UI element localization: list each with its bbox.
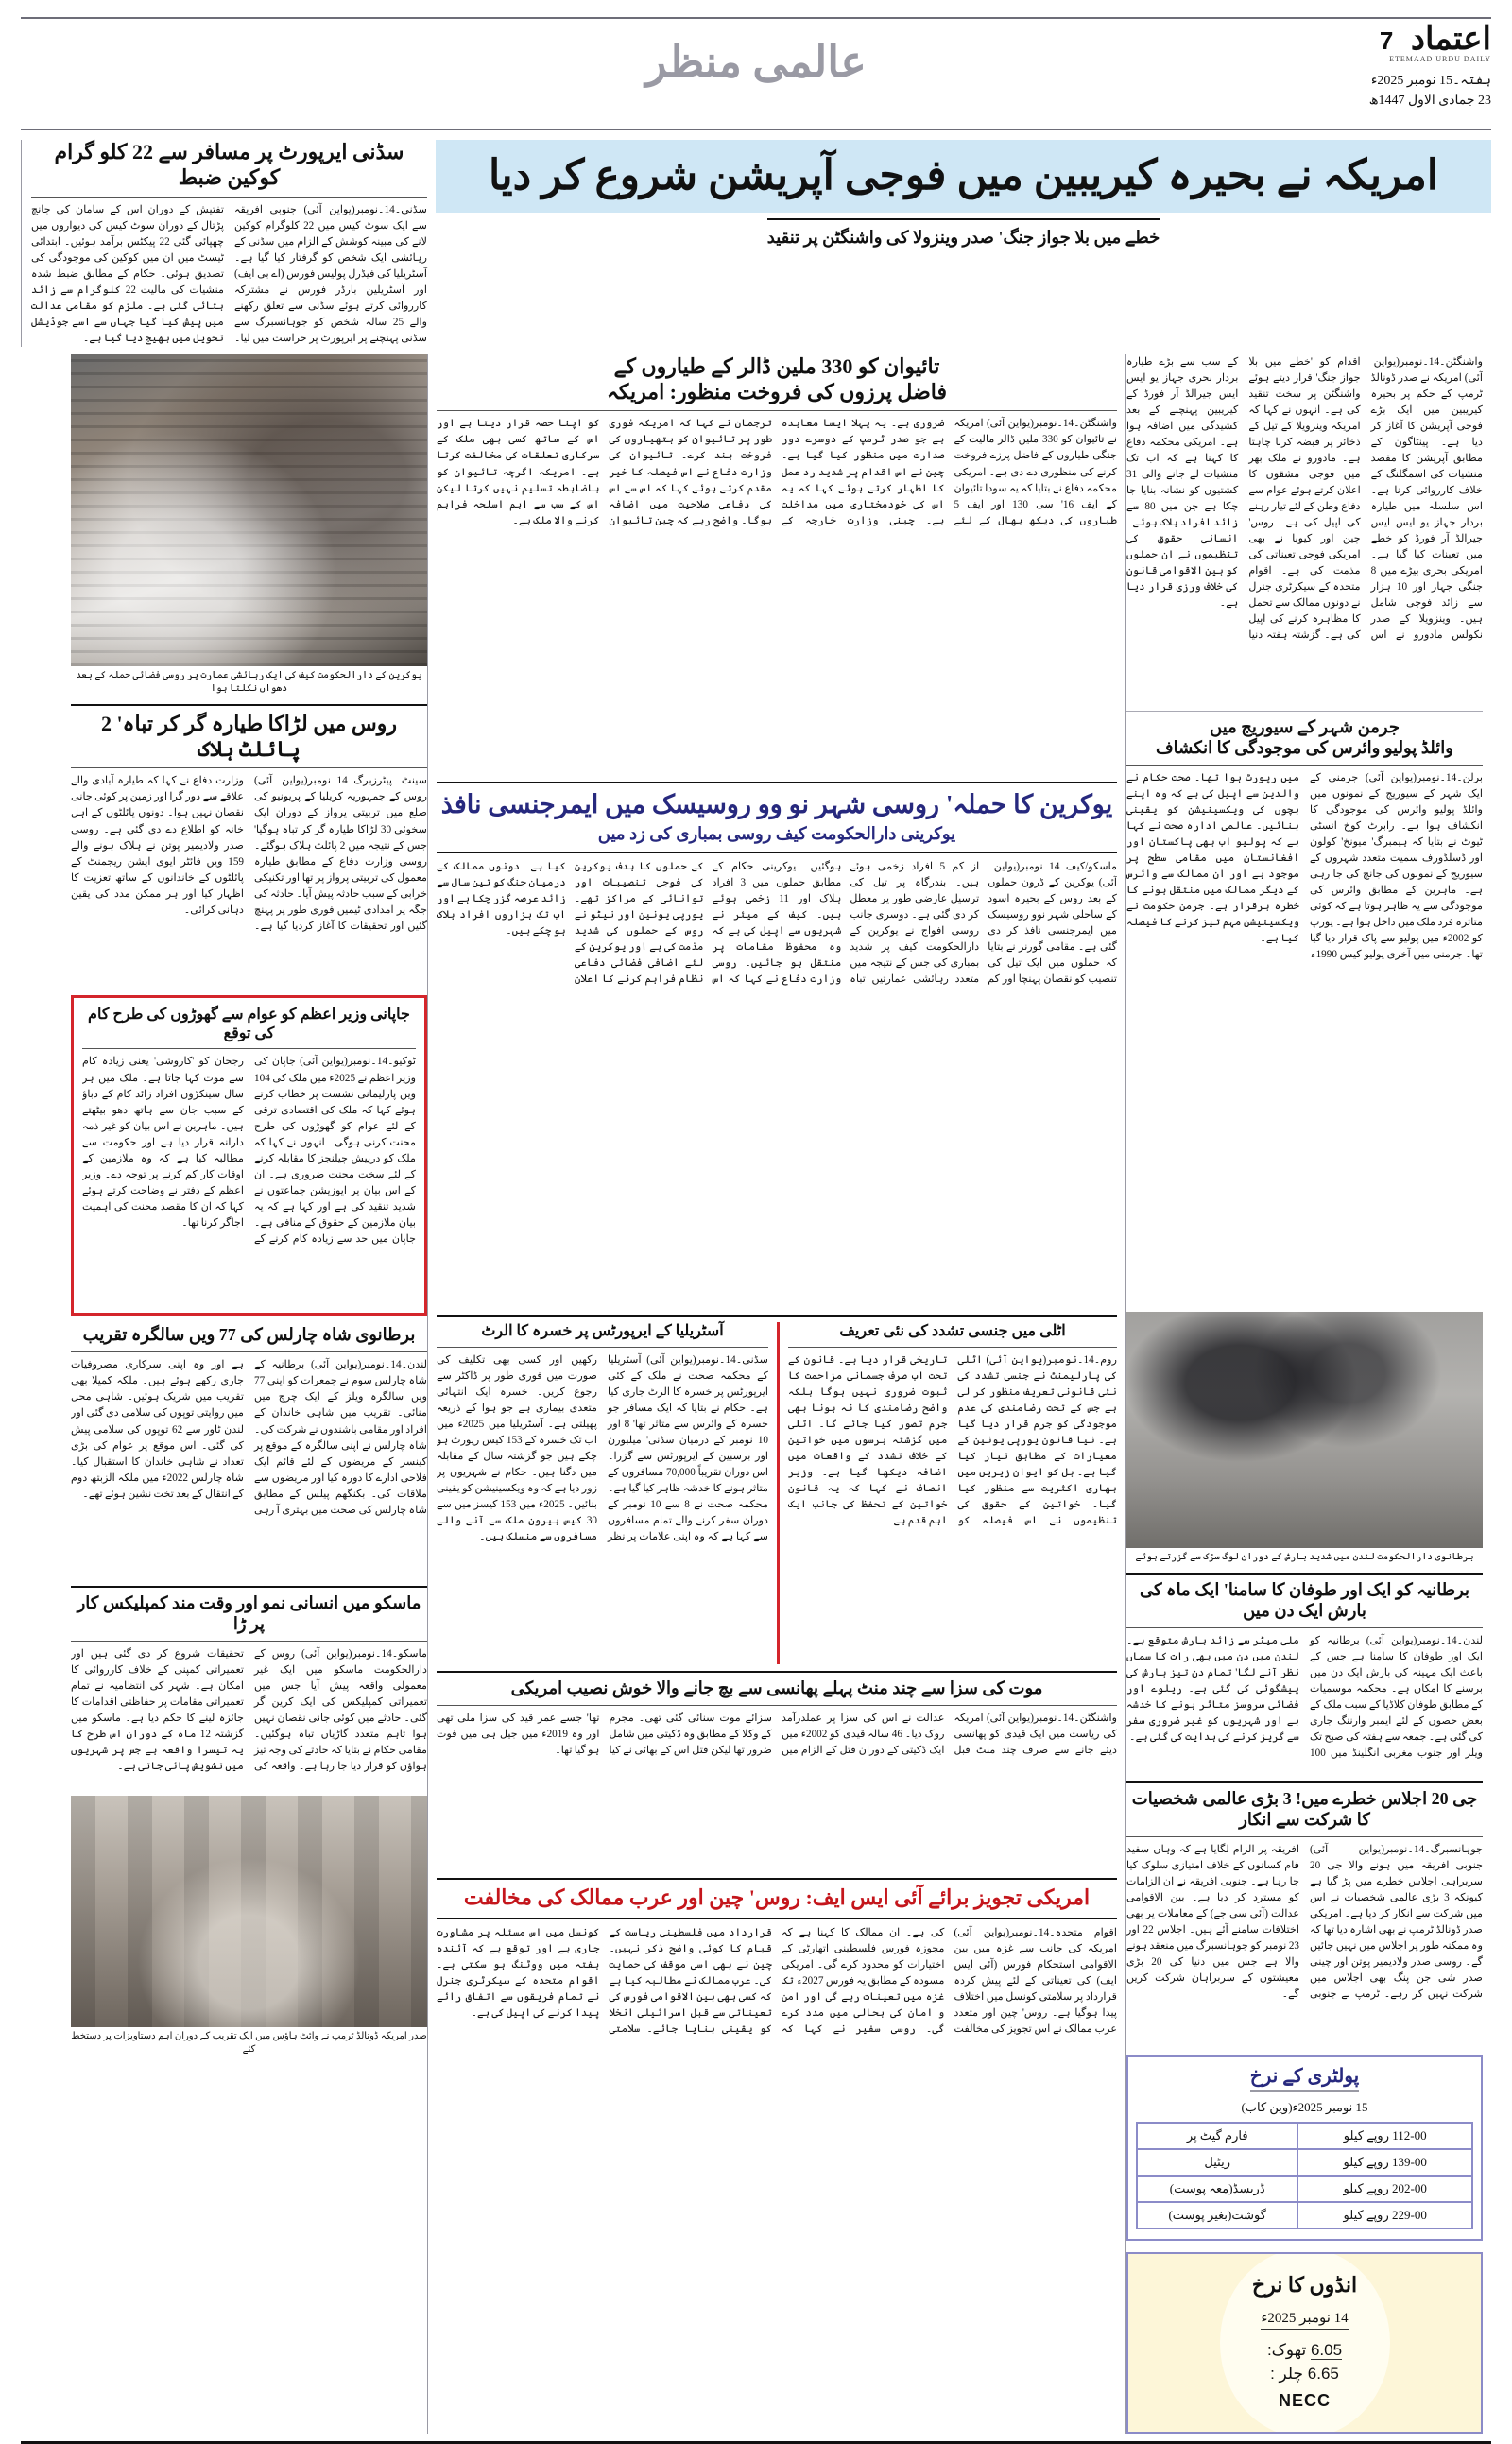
poultry-rates-table <box>1136 2122 1473 2229</box>
poultry-rates-card <box>1126 2055 1483 2241</box>
divider <box>71 767 427 768</box>
section-title: عالمی منظر <box>645 38 867 86</box>
divider <box>71 704 427 706</box>
divider <box>437 1347 768 1348</box>
lead-story-body: واشنگٹن۔14۔نومبر(یواین آئی) امریکہ نے صدر ڈونالڈ ٹرمپ کے حکم پر بحیرہ کیریبین میں ایک بڑے فوجی آپریشن کا آغاز کر دیا ہے۔ پینٹاگون کے مطابق آپریشن کا مقصد منشیات کی اسمگلنگ کے خلاف کارروائی کرنا ہے۔ اس سلسلہ میں طیارہ بردار جہاز یو ایس ایس جیرالڈ آر فورڈ کو خطے میں تعینات کیا گیا ہے۔ امریکی بحری بیڑے میں 8 جنگی جہاز اور 10 ہزار سے زائد فوجی شامل ہیں۔ وینزویلا کے صدر نکولس مادورو نے اس اقدام کو 'خطے میں بلا جواز جنگ' قرار دیتے ہوئے واشنگٹن پر سخت تنقید کی ہے۔ انہوں نے کہا کہ امریکہ وینزویلا کے تیل کے ذخائر پر قبضہ کرنا چاہتا ہے۔ مادورو نے ملک بھر میں فوجی مشقوں کا اعلان کرتے ہوئے عوام سے دفاع وطن کے لئے تیار رہنے کی اپیل کی ہے۔ روس' چین اور کیوبا نے بھی امریکی فوجی تعیناتی کی مذمت کی ہے۔ اقوام متحدہ کے سیکرٹری جنرل نے دونوں ممالک سے تحمل کا مظاہرہ کرنے کی اپیل کی ہے۔ گزشتہ ہفتہ دنیا کے سب سے بڑے طیارہ بردار بحری جہاز یو ایس ایس جیرالڈ آر فورڈ کے کیریبین پہنچنے کے بعد کشیدگی میں اضافہ ہوا ہے۔ امریکی محکمہ دفاع کا کہنا ہے کہ اب تک منشیات لے جانے والی 31 کشتیوں کو نشانہ بنایا جا چکا ہے جن میں 80 سے زائد افراد ہلاک ہوئے۔ انسانی حقوق کی تنظیموں نے ان حملوں کو بین الاقوامی قانون کی خلاف ورزی قرار دیا ہے۔ <box>1126 355 1483 642</box>
italy-body: روم۔14۔نومبر(یواین آئی) اٹلی کی پارلیمنٹ نے جنسی تشدد کی نئی قانونی تعریف منظور کر لی ہے جس کے تحت رضامندی کی عدم موجودگی کو جرم قرار دیا گیا ہے۔ نیا قانون یورپی یونین کے معیارات کے مطابق تیار کیا گیا ہے۔ بل کو ایوان زیریں میں بھاری اکثریت سے منظور کیا گیا۔ خواتین کے حقوق کی تنظیموں نے اس فیصلہ کو تاریخی قرار دیا ہے۔ قانون کے تحت اب صرف جسمانی مزاحمت کا ثبوت ضروری نہیں ہوگا بلکہ واضح رضامندی کا نہ ہونا بھی جرم تصور کیا جائے گا۔ اٹلی میں گزشتہ برسوں میں خواتین کے خلاف تشدد کے واقعات میں اضافہ دیکھا گیا ہے۔ وزیر انصاف نے کہا کہ یہ قانون خواتین کے تحفظ کی جانب ایک اہم قدم ہے۔ <box>788 1353 1117 1527</box>
egg-wholesale-value: 6.05 <box>1310 2340 1343 2359</box>
polio-headline-2: وائلڈ پولیو وائرس کی موجودگی کا انکشاف <box>1156 737 1453 757</box>
poultry-rates-date: 15 نومبر 2025ء(وین کاب) <box>1241 2099 1368 2114</box>
photo-trump-signing-caption: صدر امریکہ ڈونالڈ ٹرمپ نے وائٹ ہاؤس میں ایک تقریب کے دوران اہم دستاویزات پر دستخط کئے <box>71 2031 427 2056</box>
photo-london-rain <box>1126 1312 1483 1548</box>
uk-storm-headline: برطانیہ کو ایک اور طوفان کا سامنا' ایک ماہ کی بارش ایک دن میں <box>1139 1579 1470 1620</box>
divider <box>71 1351 427 1352</box>
divider <box>82 1048 416 1049</box>
masthead-identity <box>1369 23 1491 111</box>
polio-story-body: برلن۔14۔نومبر(یواین آئی) جرمنی کے ایک شہر کے سیوریج کے نمونوں میں وائلڈ پولیو وائرس کی موجودگی کا انکشاف ہوا ہے۔ رابرٹ کوخ انسٹی ٹیوٹ نے بتایا کہ ہیمبرگ' میونخ' کولون اور ڈسلڈورف سمیت متعدد شہروں کے سیوریج کے نمونوں کی جانچ کی جا رہی ہے۔ ماہرین کے مطابق وائرس کی موجودگی سے یہ ظاہر ہوتا ہے کہ کوئی متاثرہ فرد ملک میں داخل ہوا ہے۔ یورپ کو 2002ء میں پولیو سے پاک قرار دیا گیا تھا۔ جرمنی میں آخری پولیو کیس 1990ء میں رپورٹ ہوا تھا۔ صحت حکام نے والدین سے اپیل کی ہے کہ وہ اپنے بچوں کی ویکسینیشن کو یقینی بنائیں۔ عالمی ادارہ صحت نے کہا ہے کہ پولیو اب بھی پاکستان اور افغانستان میں مقامی سطح پر موجود ہے اور ان ممالک سے وائرس کے دیگر ممالک میں منتقل ہونے کا خطرہ برقرار ہے۔ جرمن حکومت نے ویکسینیشن مہم تیز کرنے کا فیصلہ کیا ہے۔ <box>1126 771 1483 960</box>
king-charles-headline: برطانوی شاہ چارلس کی 77 ویں سالگرہ تقریب <box>82 1325 416 1345</box>
polio-headline-1: جرمن شہر کے سیوریج میں <box>1210 716 1400 736</box>
moscow-crane-headline: ماسکو میں انسانی نمو اور وقت مند کمپلیکس کار پر ڑا <box>77 1593 421 1634</box>
photo-london-rain-caption: برطانوی دارالحکومت لندن میں شدید بارش کے دوران لوگ سڑک سے گزرتے ہوئے <box>1135 1551 1474 1562</box>
russia-jet-body: سینٹ پیٹرزبرگ۔14۔نومبر(یواین آئی) روس کے جمہوریہ کریلیا کے پریونیو کی ضلع میں تربیتی پرواز کے دوران ایک سخوئی 30 لڑاکا طیارہ گر کر تباہ ہوگیا' جس کے نتیجہ میں 2 پائلٹ ہلاک ہوگئے۔ روسی وزارت دفاع کے مطابق طیارہ معمول کی تربیتی پرواز پر تھا اور تکنیکی خرابی کے سبب حادثہ پیش آیا۔ حادثہ کی جگہ پر امدادی ٹیمیں فوری طور پر پہنچ گئیں اور تحقیقات کا آغاز کردیا گیا ہے۔ وزارت دفاع نے کہا کہ طیارہ آبادی والے علاقے سے دور گرا اور زمین پر کوئی جانی نقصان نہیں ہوا۔ دونوں پائلٹوں کے اہل خانہ کو اطلاع دے دی گئی ہے۔ روسی صدر ولادیمیر پوتن نے ہلاک ہونے والے 159 ویں فائٹر ایوی ایشن ریجمنٹ کے پائلٹوں کے خاندانوں کے ساتھ تعزیت کا اظہار کیا اور ہر ممکن مدد کی یقین دہانی کرائی۔ <box>71 775 427 932</box>
egg-rates-date: 14 نومبر 2025ء <box>1261 2309 1348 2330</box>
ukraine-headline-2: یوکرینی دارالحکومت کیف روسی بمباری کی زد میں <box>597 824 956 844</box>
table-row <box>1137 2202 1472 2229</box>
sydney-story-body: سڈنی۔14۔نومبر(یواین آئی) جنوبی افریقہ سے ایک سوٹ کیس میں 22 کلوگرام کوکین لانے کی مبینہ کوشش کے الزام میں سڈنی کے رہائشی ایک شخص کو گرفتار کیا گیا ہے۔آسٹریلیا کی فیڈرل پولیس فورس (اے بی ایف) اور آسٹریلین بارڈر فورس نے مشترکہ کارروائی کرتے ہوئے سڈنی سے تعلق رکھنے والے 25 سالہ شخص کو جوہانسبرگ سے سڈنی پہنچنے پر ایرپورٹ پر حراست میں لیا۔ تفتیش کے دوران اس کے سامان کی جانچ پڑتال کے دوران سوٹ کیس کی دیواروں میں چھپائی گئی 22 پیکٹس برآمد ہوئیں۔ ابتدائی ٹیسٹ میں ان میں کوکین کی موجودگی کی تصدیق ہوئی۔ حکام کے مطابق ضبط شدہ منشیات کی مالیت 22 کلوگرام سے زائد بتائی گئی ہے۔ ملزم کو مقامی عدالت میں پیش کیا گیا جہاں سے اسے جوڈیشل تحویل میں بھیج دیا گیا ہے۔ <box>31 203 427 344</box>
photo-kyiv-strike <box>71 354 427 666</box>
taiwan-headline-1: تائیوان کو 330 ملین ڈالر کے طیاروں کے <box>613 353 940 378</box>
main-grid <box>21 354 1491 2434</box>
masthead <box>21 17 1491 130</box>
masthead-logo-row <box>1369 23 1491 57</box>
divider <box>437 782 1117 783</box>
divider <box>1126 711 1483 712</box>
divider <box>437 410 1117 411</box>
masthead-logo-latin: ETEMAAD URDU DAILY <box>1389 54 1491 63</box>
japan-pm-boxed-story <box>71 995 427 1316</box>
g20-headline: جی 20 اجلاس خطرے میں! 3 بڑی عالمی شخصیات کا شرکت سے انکار <box>1131 1788 1478 1829</box>
photo-trump-signing <box>71 1796 427 2027</box>
divider <box>71 1641 427 1642</box>
divider <box>437 1315 1117 1317</box>
right-col-top-story <box>21 140 427 347</box>
page-bottom-rule <box>21 2441 1491 2444</box>
russia-jet-headline: روس میں لڑاکا طیارہ گر کر تباہ' 2 پائلٹ ہلاک <box>101 711 397 761</box>
sydney-story-headline: سڈنی ایرپورٹ پر مسافر سے 22 کلو گرام کوکین ضبط <box>54 140 404 189</box>
newspaper-page <box>0 17 1512 2410</box>
masthead-logo: اعتماد <box>1410 22 1491 57</box>
poultry-rates-title: پولٹری کے نرخ <box>1250 2064 1359 2092</box>
egg-retail-row <box>1138 2365 1471 2384</box>
egg-retail-value: 6.65 <box>1307 2364 1339 2383</box>
italy-headline: اٹلی میں جنسی تشدد کی نئی تعریف <box>839 1323 1066 1340</box>
divider <box>437 852 1117 853</box>
poultry-row-3-label: گوشت(بغیر پوست) <box>1137 2202 1297 2229</box>
divider <box>1126 765 1483 766</box>
measles-story <box>437 1322 777 1664</box>
execution-headline: موت کی سزا سے چند منٹ پہلے پھانسی سے بچ جانے والا خوش نصیب امریکی <box>510 1678 1043 1697</box>
column-middle <box>427 354 1126 2434</box>
lead-subhead-wrap <box>436 213 1491 248</box>
poultry-row-0-label: فارم گیٹ پر <box>1137 2123 1297 2149</box>
measles-headline: آسٹریلیا کے ایرپورٹس پر خسرہ کا الرٹ <box>481 1323 724 1340</box>
divider <box>437 1671 1117 1673</box>
egg-rates-card <box>1126 2252 1483 2434</box>
divider <box>437 1878 1117 1880</box>
poultry-row-1-label: ریٹیل <box>1137 2149 1297 2176</box>
ukraine-headline-1: یوکرین کا حملہ' روسی شہر نو وو روسیسک میں ایمرجنسی نافذ <box>440 790 1113 819</box>
divider <box>1126 1836 1483 1837</box>
divider <box>1126 1573 1483 1575</box>
table-row <box>1137 2149 1472 2176</box>
isf-headline: امریکی تجویز برائے آئی ایس ایف: روس' چین اور عرب ممالک کی مخالفت <box>463 1885 1091 1909</box>
g20-body: جوہانسبرگ۔14۔نومبر(یواین آئی) جنوبی افریقہ میں ہونے والا جی 20 سربراہی اجلاس خطرے میں پڑ گیا ہے کیونکہ 3 بڑی عالمی شخصیات نے اس میں شرکت سے انکار کر دیا ہے۔ امریکی صدر ڈونالڈ ٹرمپ نے بھی اشارہ دیا تھا کہ وہ ممکنہ طور پر اجلاس میں نہیں جائیں گے۔ روسی صدر ولادیمیر پوتن اور چینی صدر شی جن پنگ بھی اجلاس میں شرکت نہیں کر رہے۔ ٹرمپ نے جنوبی افریقہ پر الزام لگایا ہے کہ وہاں سفید فام کسانوں کے خلاف امتیازی سلوک کیا جا رہا ہے۔ جنوبی افریقہ نے ان الزامات کو مسترد کر دیا ہے۔ بین الاقوامی عدالت (آئی سی جے) کے معاملات پر بھی اختلافات سامنے آئے ہیں۔ اجلاس 22 اور 23 نومبر کو جوہانسبرگ میں منعقد ہونے والا ہے جس میں دنیا کی 20 بڑی معیشتوں کے سربراہان شرکت کریں گے۔ <box>1126 1843 1483 2000</box>
taiwan-body: واشنگٹن۔14۔نومبر(یواین آئی) امریکہ نے تائیوان کو 330 ملین ڈالر مالیت کے جنگی طیاروں کے فاضل پرزے فروخت کرنے کی منظوری دے دی ہے۔ امریکی محکمہ دفاع نے بتایا کہ یہ سودا تائیوان کے ایف 16' سی 130 اور ایف 5 طیاروں کی دیکھ بھال کے لئے ضروری ہے۔ یہ پہلا ایسا معاہدہ ہے جو صدر ٹرمپ کے دوسرے دور صدارت میں منظور کیا گیا ہے۔ چین نے اس اقدام پر شدید رد عمل کا اظہار کرتے ہوئے کہا کہ یہ اس کی خودمختاری میں مداخلت ہے۔ چینی وزارت خارجہ کے ترجمان نے کہا کہ امریکہ فوری طور پر تائیوان کو ہتھیاروں کی فروخت بند کرے۔ تائیوان کی وزارت دفاع نے اس فیصلہ کا خیر مقدم کرتے ہوئے کہا کہ اس سے اس کی دفاعی صلاحیت میں اضافہ ہوگا۔ واضح رہے کہ چین تائیوان کو اپنا حصہ قرار دیتا ہے اور اس کے ساتھ کسی بھی ملک کے سرکاری تعلقات کی مخالفت کرتا ہے۔ امریکہ اگرچہ تائیوان کو باضابطہ تسلیم نہیں کرتا لیکن اس کے سب سے اہم اسلحہ فراہم کرنے والا ملک ہے۔ <box>437 418 1117 526</box>
egg-source: NECC <box>1278 2390 1331 2410</box>
divider <box>71 1586 427 1588</box>
divider <box>1126 1781 1483 1783</box>
page-number: 7 <box>1379 26 1394 55</box>
lead-story-block <box>427 140 1491 347</box>
poultry-row-1-value: 139-00 روپے کیلو <box>1297 2149 1472 2176</box>
japan-pm-body: ٹوکیو۔14۔نومبر(یواین آئی) جاپان کی وزیر اعظم نے 2025ء میں ملک کی 104 ویں پارلیمانی نشست پر خطاب کرتے ہوئے کہا کہ ملک کی اقتصادی ترقی کے لئے عوام کو گھوڑوں کی طرح محنت کرنی ہوگی۔ انہوں نے کہا کہ ملک کو درپیش چیلنجز کا مقابلہ کرنے کے لئے سخت محنت ضروری ہے۔ ان کے اس بیان پر اپوزیشن جماعتوں نے شدید تنقید کی ہے اور کہا ہے کہ یہ بیان ملازمین کے حقوق کے منافی ہے۔ جاپان میں حد سے زیادہ کام کرنے کے رجحان کو 'کاروشی' یعنی زیادہ کام سے موت کہا جاتا ہے۔ ملک میں ہر سال سینکڑوں افراد زائد کام کے دباؤ کے سبب جان سے ہاتھ دھو بیٹھتے ہیں۔ ماہرین نے اس بیان کو غیر ذمہ دارانہ قرار دیا ہے اور حکومت سے مطالبہ کیا ہے کہ وہ ملازمین کے اوقات کار کم کرنے پر توجہ دے۔ وزیر اعظم کے دفتر نے وضاحت کرتے ہوئے کہا کہ ان کا مقصد محنت کی اہمیت اجاگر کرنا تھا۔ <box>82 1056 416 1245</box>
uk-storm-body: لندن۔14۔نومبر(یواین آئی) برطانیہ کو ایک اور طوفان کا سامنا ہے جس کے باعث ایک مہینہ کی بارش ایک دن میں برسنے کا امکان ہے۔ محکمہ موسمیات کے مطابق طوفان کلاڈیا کے سبب ملک کے بعض حصوں کے لئے ایمبر وارننگ جاری کی گئی ہے۔ جمعہ سے ہفتہ کی صبح تک ویلز اور جنوب مغربی انگلینڈ میں 100 ملی میٹر سے زائد بارش متوقع ہے۔ لندن میں دن میں بھی رات کا سماں نظر آنے لگا' تمام دن تیز بارش کی پیشگوئی کی گئی ہے۔ ریلوے اور فضائی سروسز متاثر ہونے کا خدشہ ہے اور شہریوں کو غیر ضروری سفر سے گریز کرنے کی ہدایت کی گئی ہے۔ <box>1126 1634 1483 1759</box>
masthead-top-rule <box>21 17 1491 19</box>
lead-headline-box <box>436 140 1491 213</box>
column-left <box>1126 354 1491 2434</box>
column-right <box>62 354 427 2434</box>
divider <box>437 1918 1117 1919</box>
poultry-row-2-label: ڈریسڈ(معہ پوست) <box>1137 2176 1297 2202</box>
isf-body: اقوام متحدہ۔14۔نومبر(یواین آئی) امریکہ کی جانب سے غزہ میں بین الاقوامی استحکام فورس (آئی ایس ایف) کی تعیناتی کے لئے پیش کردہ قرارداد پر سلامتی کونسل میں اختلاف پیدا ہوگیا ہے۔ روس' چین اور متعدد عرب ممالک نے اس تجویز کی مخالفت کی ہے۔ ان ممالک کا کہنا ہے کہ مجوزہ فورس فلسطینی اتھارٹی کے اختیارات کو محدود کرے گی۔ امریکی مسودہ کے مطابق یہ فورس 2027ء تک غزہ میں تعینات رہے گی اور امن و امان کی بحالی میں مدد کرے گی۔ روسی سفیر نے کہا کہ قرارداد میں فلسطینی ریاست کے قیام کا کوئی واضح ذکر نہیں۔ چین نے بھی اسی موقف کی حمایت کی۔ عرب ممالک نے مطالبہ کیا ہے کہ کسی بھی بین الاقوامی فورس کی تعیناتی سے قبل اسرائیلی انخلا کو یقینی بنایا جائے۔ سلامتی کونسل میں اس مسئلہ پر مشاورت جاری ہے اور توقع ہے کہ آئندہ ہفتہ میں ووٹنگ ہو سکتی ہے۔ اقوام متحدہ کے سیکرٹری جنرل نے تمام فریقوں سے اتفاق رائے پیدا کرنے کی اپیل کی ہے۔ <box>437 1926 1117 2035</box>
taiwan-headline-2: فاضل پرزوں کی فروخت منظور: امریکہ <box>606 379 947 404</box>
divider <box>788 1347 1117 1348</box>
divider <box>31 197 427 198</box>
poultry-row-3-value: 229-00 روپے کیلو <box>1297 2202 1472 2229</box>
poultry-row-0-value: 112-00 روپے کیلو <box>1297 2123 1472 2149</box>
egg-wholesale-row <box>1138 2341 1471 2360</box>
king-charles-body: لندن۔14۔نومبر(یواین آئی) برطانیہ کے شاہ چارلس سوم نے جمعرات کو اپنی 77 ویں سالگرہ ویلز کے ایک چرچ میں منائی۔ تقریب میں شاہی خاندان کے افراد اور مقامی باشندوں نے شرکت کی۔ شاہ چارلس نے اپنی سالگرہ کے موقع پر کینسر کے مریضوں کے لئے قائم ایک فلاحی ادارے کا دورہ کیا اور مریضوں سے ملاقات کی۔ بکنگھم پیلس کے مطابق شاہ چارلس کی صحت میں بہتری آ رہی ہے اور وہ اپنی سرکاری مصروفیات جاری رکھے ہوئے ہیں۔ ملکہ کمیلا بھی تقریب میں شریک ہوئیں۔ شاہی محل میں روایتی توپوں کی سلامی دی گئی اور لندن ٹاور سے 62 توپوں کی سلامی پیش کی گئی۔ اس موقع پر عوام کی بڑی تعداد نے شاہی خاندان کا استقبال کیا۔ شاہ چارلس 2022ء میں ملکہ الزبتھ دوم کے انتقال کے بعد تخت نشین ہوئے تھے۔ <box>71 1359 427 1516</box>
measles-body: سڈنی۔14۔نومبر(یواین آئی) آسٹریلیا کے محکمہ صحت نے ملک کے کئی ایرپورٹس پر خسرہ کا الرٹ جاری کیا ہے۔ حکام نے بتایا کہ ایک مسافر جو خسرہ کے وائرس سے متاثر تھا' 8 اور 10 نومبر کے درمیان سڈنی' میلبورن اور برسبین کے ایرپورٹس سے گزرا۔ اس دوران تقریباً 70,000 مسافروں کے متاثر ہونے کا خدشہ ظاہر کیا گیا ہے۔ محکمہ صحت نے 8 سے 10 نومبر کے دوران سفر کرنے والے تمام مسافروں سے کہا ہے کہ وہ اپنی علامات پر نظر رکھیں اور کسی بھی تکلیف کی صورت میں فوری طور پر ڈاکٹر سے رجوع کریں۔ خسرہ ایک انتہائی متعدی بیماری ہے جو ہوا کے ذریعہ پھیلتی ہے۔ آسٹریلیا میں 2025ء میں اب تک خسرہ کے 153 کیس رپورٹ ہو چکے ہیں جو گزشتہ سال کے مقابلہ میں دگنا ہیں۔ حکام نے شہریوں پر زور دیا ہے کہ وہ ویکسینیشن کو یقینی بنائیں۔ 2025ء میں 153 کیسز میں سے 30 کیس بیرون ملک سے آنے والے مسافروں سے منسلک ہیں۔ <box>437 1353 768 1543</box>
moscow-crane-body: ماسکو۔14۔نومبر(یواین آئی) روس کے دارالحکومت ماسکو میں ایک غیر معمولی واقعہ پیش آیا جس میں تعمیراتی کمپلیکس کی ایک کرین گر گئی۔ حادثے میں کوئی جانی نقصان نہیں ہوا تاہم متعدد گاڑیاں تباہ ہوگئیں۔ مقامی حکام نے بتایا کہ حادثے کی وجہ تیز ہواؤں کو قرار دیا جا رہا ہے۔ واقعہ کی تحقیقات شروع کر دی گئی ہیں اور تعمیراتی کمپنی کے خلاف کارروائی کا امکان ہے۔ شہر کی انتظامیہ نے تمام تعمیراتی مقامات پر حفاظتی اقدامات کا جائزہ لینے کا حکم دیا ہے۔ ماسکو میں گزشتہ 12 ماہ کے دوران اس طرح کا یہ تیسرا واقعہ ہے جس پر شہریوں میں تشویش پائی جاتی ہے۔ <box>71 1648 427 1773</box>
ukraine-body: ماسکو/کیف۔14۔نومبر(یواین آئی) یوکرین کے ڈرون حملوں کے بعد روس کے بحیرہ اسود کے ساحلی شہر نوو روسیسک میں ایمرجنسی نافذ کر دی گئی ہے۔ مقامی گورنر نے بتایا کہ حملوں میں ایک تیل کی تنصیب کو نقصان پہنچا اور کم از کم 5 افراد زخمی ہوئے ہیں۔ بندرگاہ پر تیل کی ترسیل عارضی طور پر معطل کر دی گئی ہے۔ دوسری جانب روسی افواج نے یوکرین کے دارالحکومت کیف پر شدید بمباری کی جس کے نتیجہ میں متعدد رہائشی عمارتیں تباہ ہوگئیں۔ یوکرینی حکام کے مطابق حملوں میں 3 افراد ہلاک اور 11 زخمی ہوئے ہیں۔ کیف کے میئر نے شہریوں سے اپیل کی ہے کہ وہ محفوظ مقامات پر منتقل ہو جائیں۔ روسی وزارت دفاع نے کہا کہ اس کے حملوں کا ہدف یوکرین کی فوجی تنصیبات اور توانائی کے مراکز تھے۔ یورپی یونین اور نیٹو نے روس کے حملوں کی شدید مذمت کی ہے اور یوکرین کے لئے اضافی فضائی دفاعی نظام فراہم کرنے کا اعلان کیا ہے۔ دونوں ممالک کے درمیان جنگ کو تین سال سے زائد عرصہ گزر چکا ہے اور اب تک ہزاروں افراد ہلاک ہو چکے ہیں۔ <box>437 861 1117 986</box>
lead-headline: امریکہ نے بحیرہ کیریبین میں فوجی آپریشن شروع کر دیا <box>488 152 1439 198</box>
poultry-row-2-value: 202-00 روپے کیلو <box>1297 2176 1472 2202</box>
divider <box>1126 1627 1483 1628</box>
lead-subhead: خطے میں بلا جواز جنگ' صدر وینزولا کی واشنگٹن پر تنقید <box>767 218 1160 248</box>
italy-story <box>777 1322 1117 1664</box>
japan-pm-headline: جاپانی وزیر اعظم کو عوام سے گھوڑوں کی طرح کام کی توقع <box>88 1007 410 1041</box>
table-row <box>1137 2123 1472 2149</box>
egg-retail-label: چلر : <box>1270 2364 1304 2383</box>
egg-wholesale-label: تھوک: <box>1266 2340 1307 2359</box>
table-row <box>1137 2176 1472 2202</box>
egg-rates-title: انڈوں کا نرخ <box>1251 2272 1358 2297</box>
masthead-date-gregorian: ہفتہ۔15 نومبر 2025ء <box>1370 73 1491 88</box>
divider <box>437 1705 1117 1706</box>
masthead-date-hijri: 23 جمادی الاول 1447ھ <box>1368 93 1491 108</box>
execution-body: واشنگٹن۔14۔نومبر(یواین آئی) امریکہ کی ریاست میں ایک قیدی کو پھانسی دیئے جانے سے صرف چند منٹ قبل عدالت نے اس کی سزا پر عملدرآمد روک دیا۔ 46 سالہ قیدی کو 2002ء میں ایک ڈکیتی کے دوران قتل کے الزام میں سزائے موت سنائی گئی تھی۔ مجرم کے وکلا کے مطابق وہ ڈکیتی میں شامل ضرور تھا لیکن قتل اس کے بھائی نے کیا تھا' جسے عمر قید کی سزا ملی تھی اور وہ 2019ء میں جیل ہی میں فوت ہو گیا تھا۔ <box>437 1712 1117 1756</box>
photo-kyiv-caption: یوکرین کے دارالحکومت کیف کی ایک رہائشی عمارت پر روسی فضائی حملہ کے بعد دھواں نکلتا ہوا <box>76 669 422 694</box>
